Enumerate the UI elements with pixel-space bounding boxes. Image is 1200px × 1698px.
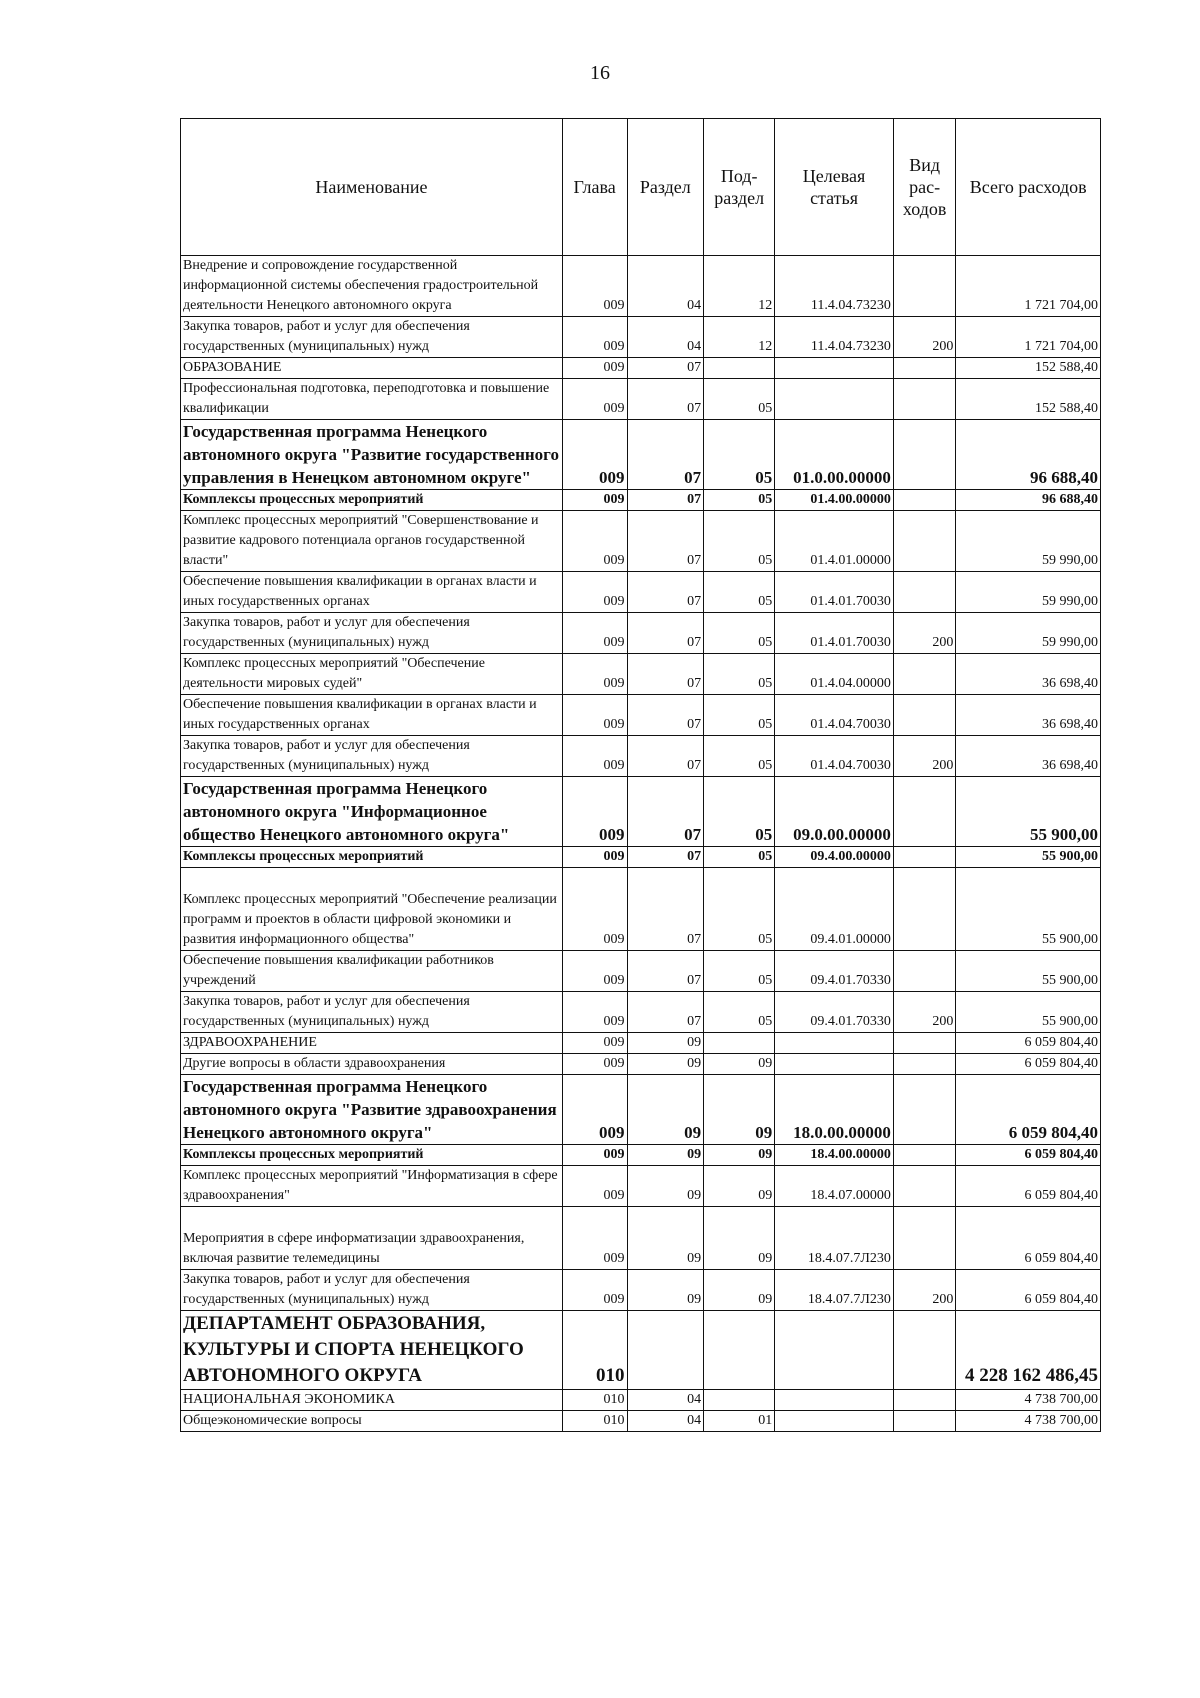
cell-chapter: 009 xyxy=(562,379,627,420)
cell-target: 11.4.04.73230 xyxy=(775,317,894,358)
cell-target: 09.4.01.70330 xyxy=(775,992,894,1033)
cell-section: 07 xyxy=(627,511,704,572)
header-section: Раздел xyxy=(627,119,704,256)
header-name: Наименование xyxy=(181,119,563,256)
cell-section: 07 xyxy=(627,951,704,992)
cell-total: 59 990,00 xyxy=(956,613,1101,654)
table-row xyxy=(181,992,1101,1033)
cell-total: 96 688,40 xyxy=(956,490,1101,511)
cell-total: 55 900,00 xyxy=(956,951,1101,992)
cell-total: 1 721 704,00 xyxy=(956,256,1101,317)
cell-section: 07 xyxy=(627,695,704,736)
cell-name: ЗДРАВООХРАНЕНИЕ xyxy=(181,1033,563,1054)
cell-chapter: 009 xyxy=(562,951,627,992)
cell-chapter: 009 xyxy=(562,1054,627,1075)
cell-name: Комплекс процессных мероприятий "Обеспечение реализации программ и проектов в области цифровой экономики и развития информационного общества" xyxy=(181,868,563,951)
cell-chapter: 009 xyxy=(562,736,627,777)
cell-chapter: 009 xyxy=(562,1166,627,1207)
table-row xyxy=(181,777,1101,847)
cell-target: 01.4.01.70030 xyxy=(775,613,894,654)
cell-chapter: 009 xyxy=(562,1033,627,1054)
cell-section: 07 xyxy=(627,736,704,777)
cell-chapter: 009 xyxy=(562,511,627,572)
table-row xyxy=(181,736,1101,777)
cell-expense-type xyxy=(893,1390,956,1411)
cell-section: 07 xyxy=(627,613,704,654)
cell-name: Государственная программа Ненецкого автономного округа "Информационное общество Ненецкого автономного округа" xyxy=(181,777,563,847)
cell-target: 09.0.00.00000 xyxy=(775,777,894,847)
table-row xyxy=(181,358,1101,379)
cell-section: 09 xyxy=(627,1270,704,1311)
cell-total: 55 900,00 xyxy=(956,847,1101,868)
cell-name: Обеспечение повышения квалификации работников учреждений xyxy=(181,951,563,992)
table-row xyxy=(181,1390,1101,1411)
cell-name: Закупка товаров, работ и услуг для обеспечения государственных (муниципальных) нужд xyxy=(181,992,563,1033)
cell-chapter: 009 xyxy=(562,992,627,1033)
cell-section: 07 xyxy=(627,420,704,490)
cell-subsection: 05 xyxy=(704,951,775,992)
cell-name: НАЦИОНАЛЬНАЯ ЭКОНОМИКА xyxy=(181,1390,563,1411)
cell-section: 07 xyxy=(627,654,704,695)
cell-name: Комплексы процессных мероприятий xyxy=(181,1145,563,1166)
cell-target: 01.4.00.00000 xyxy=(775,490,894,511)
cell-subsection: 01 xyxy=(704,1411,775,1432)
cell-name: Закупка товаров, работ и услуг для обеспечения государственных (муниципальных) нужд xyxy=(181,1270,563,1311)
cell-total: 59 990,00 xyxy=(956,511,1101,572)
cell-chapter: 009 xyxy=(562,1270,627,1311)
cell-name: Мероприятия в сфере информатизации здравоохранения, включая развитие телемедицины xyxy=(181,1207,563,1270)
cell-expense-type xyxy=(893,868,956,951)
cell-expense-type: 200 xyxy=(893,1270,956,1311)
cell-subsection: 12 xyxy=(704,256,775,317)
table-row xyxy=(181,1207,1101,1270)
table-row xyxy=(181,317,1101,358)
cell-chapter: 009 xyxy=(562,1075,627,1145)
budget-table xyxy=(180,118,1101,1432)
cell-subsection: 05 xyxy=(704,420,775,490)
cell-expense-type xyxy=(893,490,956,511)
cell-section: 09 xyxy=(627,1033,704,1054)
table-row xyxy=(181,1270,1101,1311)
cell-target xyxy=(775,1054,894,1075)
cell-subsection: 09 xyxy=(704,1145,775,1166)
cell-chapter: 009 xyxy=(562,317,627,358)
cell-name: Комплекс процессных мероприятий "Информатизация в сфере здравоохранения" xyxy=(181,1166,563,1207)
cell-target: 18.4.07.00000 xyxy=(775,1166,894,1207)
cell-target: 01.4.01.00000 xyxy=(775,511,894,572)
cell-name: Закупка товаров, работ и услуг для обеспечения государственных (муниципальных) нужд xyxy=(181,317,563,358)
cell-expense-type xyxy=(893,1207,956,1270)
table-row xyxy=(181,613,1101,654)
cell-expense-type xyxy=(893,572,956,613)
cell-total: 6 059 804,40 xyxy=(956,1054,1101,1075)
cell-target xyxy=(775,358,894,379)
cell-section: 07 xyxy=(627,777,704,847)
header-expense-type: Вид рас-ходов xyxy=(893,119,956,256)
table-row xyxy=(181,256,1101,317)
cell-chapter: 009 xyxy=(562,256,627,317)
cell-subsection: 05 xyxy=(704,572,775,613)
cell-name: Комплекс процессных мероприятий "Обеспечение деятельности мировых судей" xyxy=(181,654,563,695)
cell-subsection: 05 xyxy=(704,490,775,511)
cell-subsection: 05 xyxy=(704,379,775,420)
cell-total: 4 228 162 486,45 xyxy=(956,1311,1101,1390)
cell-section: 04 xyxy=(627,256,704,317)
cell-section: 07 xyxy=(627,358,704,379)
cell-expense-type xyxy=(893,1166,956,1207)
cell-chapter: 009 xyxy=(562,1207,627,1270)
cell-subsection: 05 xyxy=(704,654,775,695)
cell-name: ОБРАЗОВАНИЕ xyxy=(181,358,563,379)
page-number: 16 xyxy=(590,62,610,84)
cell-expense-type: 200 xyxy=(893,736,956,777)
cell-name: Обеспечение повышения квалификации в органах власти и иных государственных органах xyxy=(181,572,563,613)
cell-name: Другие вопросы в области здравоохранения xyxy=(181,1054,563,1075)
cell-section: 07 xyxy=(627,868,704,951)
header-target: Целевая статья xyxy=(775,119,894,256)
cell-total: 1 721 704,00 xyxy=(956,317,1101,358)
table-row xyxy=(181,511,1101,572)
cell-target: 09.4.01.70330 xyxy=(775,951,894,992)
cell-subsection xyxy=(704,1390,775,1411)
cell-subsection: 09 xyxy=(704,1166,775,1207)
table-row xyxy=(181,1311,1101,1390)
cell-target: 11.4.04.73230 xyxy=(775,256,894,317)
cell-subsection: 05 xyxy=(704,777,775,847)
cell-section: 09 xyxy=(627,1207,704,1270)
cell-total: 55 900,00 xyxy=(956,868,1101,951)
table-row xyxy=(181,1145,1101,1166)
table-row xyxy=(181,951,1101,992)
cell-expense-type xyxy=(893,1033,956,1054)
cell-name: Внедрение и сопровождение государственной информационной системы обеспечения градостроительной деятельности Ненецкого автономного округа xyxy=(181,256,563,317)
cell-name: Закупка товаров, работ и услуг для обеспечения государственных (муниципальных) нужд xyxy=(181,736,563,777)
cell-name: Комплекс процессных мероприятий "Совершенствование и развитие кадрового потенциала органов государственной власти" xyxy=(181,511,563,572)
cell-name: Обеспечение повышения квалификации в органах власти и иных государственных органах xyxy=(181,695,563,736)
table-row xyxy=(181,695,1101,736)
cell-total: 152 588,40 xyxy=(956,358,1101,379)
cell-chapter: 010 xyxy=(562,1390,627,1411)
cell-expense-type xyxy=(893,951,956,992)
cell-total: 6 059 804,40 xyxy=(956,1145,1101,1166)
cell-target xyxy=(775,1390,894,1411)
cell-expense-type xyxy=(893,1145,956,1166)
cell-name: Комплексы процессных мероприятий xyxy=(181,847,563,868)
cell-target: 18.4.07.7Л230 xyxy=(775,1207,894,1270)
cell-chapter: 010 xyxy=(562,1311,627,1390)
cell-expense-type xyxy=(893,1411,956,1432)
cell-target: 01.4.01.70030 xyxy=(775,572,894,613)
cell-subsection: 09 xyxy=(704,1270,775,1311)
cell-chapter: 009 xyxy=(562,868,627,951)
cell-subsection: 05 xyxy=(704,847,775,868)
header-subsection: Под-раздел xyxy=(704,119,775,256)
cell-expense-type xyxy=(893,847,956,868)
cell-chapter: 009 xyxy=(562,847,627,868)
cell-expense-type xyxy=(893,1311,956,1390)
cell-total: 55 900,00 xyxy=(956,992,1101,1033)
cell-chapter: 009 xyxy=(562,777,627,847)
cell-subsection: 05 xyxy=(704,868,775,951)
cell-name: Профессиональная подготовка, переподготовка и повышение квалификации xyxy=(181,379,563,420)
cell-expense-type xyxy=(893,695,956,736)
cell-subsection: 09 xyxy=(704,1207,775,1270)
cell-total: 6 059 804,40 xyxy=(956,1270,1101,1311)
table-row xyxy=(181,847,1101,868)
cell-section: 04 xyxy=(627,1411,704,1432)
cell-section: 07 xyxy=(627,490,704,511)
cell-section: 09 xyxy=(627,1166,704,1207)
cell-total: 6 059 804,40 xyxy=(956,1033,1101,1054)
cell-name: Комплексы процессных мероприятий xyxy=(181,490,563,511)
cell-target: 18.4.07.7Л230 xyxy=(775,1270,894,1311)
cell-subsection xyxy=(704,358,775,379)
header-chapter: Глава xyxy=(562,119,627,256)
table-row xyxy=(181,1075,1101,1145)
cell-subsection: 05 xyxy=(704,613,775,654)
cell-chapter: 009 xyxy=(562,613,627,654)
cell-section: 09 xyxy=(627,1054,704,1075)
cell-section: 07 xyxy=(627,847,704,868)
cell-chapter: 009 xyxy=(562,358,627,379)
cell-chapter: 009 xyxy=(562,695,627,736)
cell-target: 01.4.04.70030 xyxy=(775,736,894,777)
cell-section: 04 xyxy=(627,317,704,358)
cell-expense-type xyxy=(893,1054,956,1075)
cell-subsection xyxy=(704,1033,775,1054)
cell-section: 07 xyxy=(627,379,704,420)
cell-subsection: 09 xyxy=(704,1054,775,1075)
cell-subsection: 09 xyxy=(704,1075,775,1145)
cell-target: 01.0.00.00000 xyxy=(775,420,894,490)
cell-chapter: 009 xyxy=(562,1145,627,1166)
cell-section: 07 xyxy=(627,572,704,613)
cell-section: 04 xyxy=(627,1390,704,1411)
cell-subsection: 05 xyxy=(704,736,775,777)
cell-expense-type: 200 xyxy=(893,992,956,1033)
cell-target xyxy=(775,1033,894,1054)
cell-chapter: 009 xyxy=(562,420,627,490)
cell-section: 09 xyxy=(627,1145,704,1166)
cell-total: 59 990,00 xyxy=(956,572,1101,613)
cell-total: 55 900,00 xyxy=(956,777,1101,847)
cell-chapter: 009 xyxy=(562,572,627,613)
cell-target: 18.0.00.00000 xyxy=(775,1075,894,1145)
cell-expense-type xyxy=(893,358,956,379)
cell-target xyxy=(775,1311,894,1390)
table-row xyxy=(181,420,1101,490)
cell-expense-type xyxy=(893,654,956,695)
cell-expense-type xyxy=(893,256,956,317)
cell-section xyxy=(627,1311,704,1390)
cell-subsection xyxy=(704,1311,775,1390)
cell-section: 09 xyxy=(627,1075,704,1145)
cell-name: Закупка товаров, работ и услуг для обеспечения государственных (муниципальных) нужд xyxy=(181,613,563,654)
cell-target: 09.4.01.00000 xyxy=(775,868,894,951)
table-row xyxy=(181,490,1101,511)
cell-subsection: 05 xyxy=(704,992,775,1033)
cell-total: 6 059 804,40 xyxy=(956,1166,1101,1207)
cell-total: 152 588,40 xyxy=(956,379,1101,420)
cell-total: 6 059 804,40 xyxy=(956,1075,1101,1145)
table-row xyxy=(181,379,1101,420)
table-row xyxy=(181,1166,1101,1207)
cell-total: 6 059 804,40 xyxy=(956,1207,1101,1270)
header-row xyxy=(181,119,1101,256)
cell-expense-type xyxy=(893,420,956,490)
cell-total: 4 738 700,00 xyxy=(956,1411,1101,1432)
cell-total: 4 738 700,00 xyxy=(956,1390,1101,1411)
cell-expense-type xyxy=(893,1075,956,1145)
table-row xyxy=(181,1411,1101,1432)
cell-expense-type xyxy=(893,777,956,847)
cell-target xyxy=(775,1411,894,1432)
cell-target xyxy=(775,379,894,420)
cell-total: 96 688,40 xyxy=(956,420,1101,490)
cell-expense-type: 200 xyxy=(893,317,956,358)
table-row xyxy=(181,868,1101,951)
cell-total: 36 698,40 xyxy=(956,736,1101,777)
header-total: Всего расходов xyxy=(956,119,1101,256)
cell-subsection: 05 xyxy=(704,511,775,572)
cell-subsection: 05 xyxy=(704,695,775,736)
table-row xyxy=(181,1054,1101,1075)
cell-chapter: 009 xyxy=(562,654,627,695)
cell-total: 36 698,40 xyxy=(956,695,1101,736)
cell-section: 07 xyxy=(627,992,704,1033)
cell-name: ДЕПАРТАМЕНТ ОБРАЗОВАНИЯ, КУЛЬТУРЫ И СПОРТА НЕНЕЦКОГО АВТОНОМНОГО ОКРУГА xyxy=(181,1311,563,1390)
cell-target: 09.4.00.00000 xyxy=(775,847,894,868)
cell-expense-type xyxy=(893,511,956,572)
cell-total: 36 698,40 xyxy=(956,654,1101,695)
cell-name: Государственная программа Ненецкого автономного округа "Развитие государственного управления в Ненецком автономном округе" xyxy=(181,420,563,490)
cell-target: 01.4.04.70030 xyxy=(775,695,894,736)
cell-subsection: 12 xyxy=(704,317,775,358)
table-row xyxy=(181,1033,1101,1054)
cell-chapter: 010 xyxy=(562,1411,627,1432)
cell-chapter: 009 xyxy=(562,490,627,511)
cell-name: Общеэкономические вопросы xyxy=(181,1411,563,1432)
cell-expense-type xyxy=(893,379,956,420)
cell-target: 18.4.00.00000 xyxy=(775,1145,894,1166)
cell-expense-type: 200 xyxy=(893,613,956,654)
table-row xyxy=(181,654,1101,695)
cell-target: 01.4.04.00000 xyxy=(775,654,894,695)
table-row xyxy=(181,572,1101,613)
cell-name: Государственная программа Ненецкого автономного округа "Развитие здравоохранения Ненецкого автономного округа" xyxy=(181,1075,563,1145)
